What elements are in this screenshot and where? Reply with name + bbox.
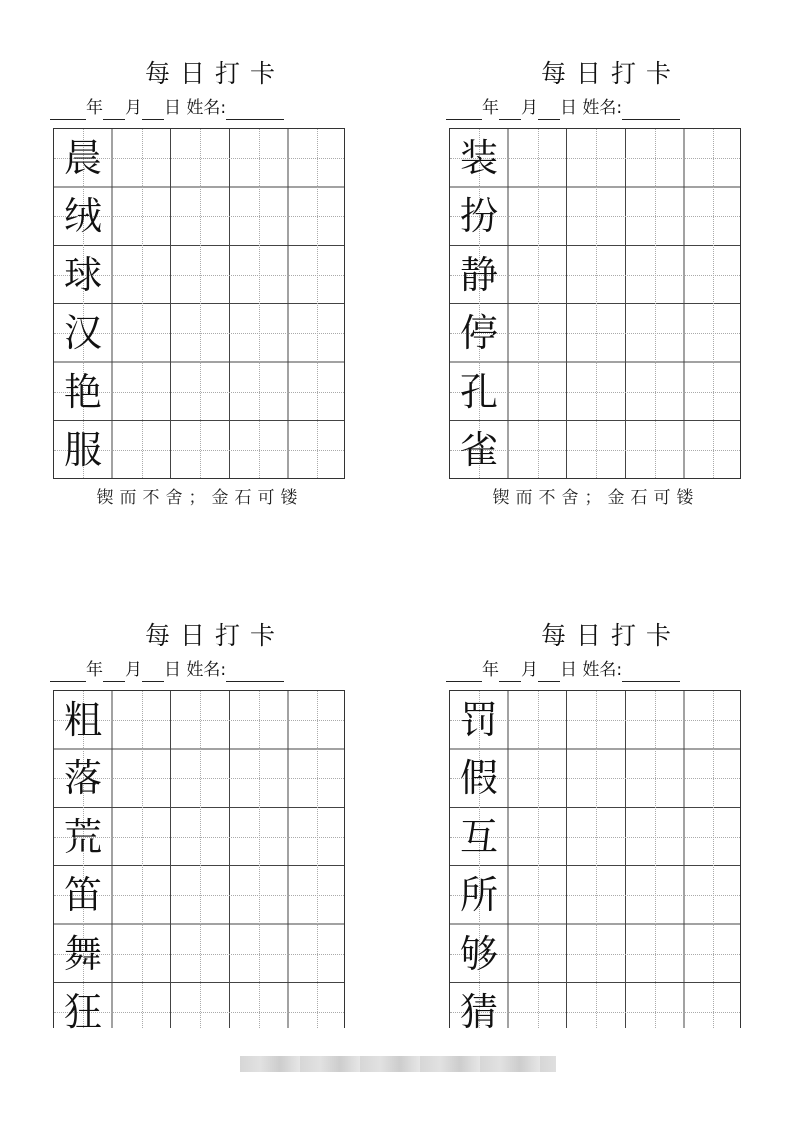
model-character: 服	[63, 427, 102, 472]
model-character: 笛	[63, 873, 102, 918]
model-character: 艳	[63, 369, 102, 414]
card-title: 每日打卡	[540, 621, 681, 650]
date-name-line	[446, 658, 746, 682]
model-character: 假	[459, 756, 498, 801]
model-character: 粗	[63, 698, 102, 742]
month-label: 月	[125, 660, 142, 680]
model-character: 落	[63, 756, 102, 801]
year-label: 年	[86, 660, 103, 680]
year-blank[interactable]	[50, 102, 86, 120]
month-blank[interactable]	[499, 664, 521, 682]
model-character: 静	[459, 252, 498, 297]
model-character: 停	[459, 311, 498, 356]
model-character: 装	[459, 136, 498, 180]
blurred-watermark	[240, 1056, 556, 1072]
day-label: 日	[560, 660, 577, 680]
month-label: 月	[521, 660, 538, 680]
month-blank[interactable]	[103, 664, 125, 682]
name-label: 姓名:	[186, 98, 227, 118]
year-blank[interactable]	[50, 664, 86, 682]
year-label: 年	[86, 98, 103, 118]
model-character: 罚	[459, 698, 498, 742]
day-label: 日	[164, 660, 181, 680]
month-blank[interactable]	[103, 102, 125, 120]
model-character: 荒	[63, 814, 102, 859]
model-character: 扮	[459, 194, 498, 239]
model-character: 汉	[63, 311, 102, 356]
model-character: 雀	[459, 427, 498, 472]
writing-grid[interactable]	[53, 128, 345, 479]
writing-grid[interactable]	[449, 128, 741, 479]
model-character: 所	[459, 873, 498, 918]
name-label: 姓名:	[186, 660, 227, 680]
date-name-line	[446, 96, 746, 120]
month-label: 月	[125, 98, 142, 118]
model-character: 孔	[459, 369, 498, 414]
date-name-line	[50, 96, 350, 120]
card-title: 每日打卡	[144, 59, 285, 88]
motto: 锲而不舍；金石可镂	[96, 488, 304, 508]
day-label: 日	[560, 98, 577, 118]
name-label: 姓名:	[582, 660, 623, 680]
year-label: 年	[482, 98, 499, 118]
name-label: 姓名:	[582, 98, 623, 118]
name-blank[interactable]	[622, 102, 680, 120]
model-characters	[450, 691, 508, 1041]
writing-grid[interactable]	[449, 690, 741, 1034]
model-character: 猜	[459, 989, 498, 1034]
model-character: 互	[459, 814, 498, 859]
model-character: 绒	[63, 194, 102, 239]
day-blank[interactable]	[142, 664, 164, 682]
name-blank[interactable]	[226, 102, 284, 120]
model-character: 狂	[63, 989, 102, 1034]
motto: 锲而不舍；金石可镂	[492, 488, 700, 508]
model-character: 晨	[63, 136, 102, 180]
writing-grid[interactable]	[53, 690, 345, 1034]
year-blank[interactable]	[446, 664, 482, 682]
year-blank[interactable]	[446, 102, 482, 120]
model-characters	[54, 129, 112, 479]
day-label: 日	[164, 98, 181, 118]
month-label: 月	[521, 98, 538, 118]
day-blank[interactable]	[538, 102, 560, 120]
card-title: 每日打卡	[540, 59, 681, 88]
model-characters	[54, 691, 112, 1041]
name-blank[interactable]	[226, 664, 284, 682]
month-blank[interactable]	[499, 102, 521, 120]
model-character: 够	[459, 931, 498, 976]
model-character: 舞	[63, 931, 102, 976]
card-title: 每日打卡	[144, 621, 285, 650]
model-character: 球	[63, 252, 102, 297]
day-blank[interactable]	[142, 102, 164, 120]
year-label: 年	[482, 660, 499, 680]
day-blank[interactable]	[538, 664, 560, 682]
date-name-line	[50, 658, 350, 682]
name-blank[interactable]	[622, 664, 680, 682]
model-characters	[450, 129, 508, 479]
